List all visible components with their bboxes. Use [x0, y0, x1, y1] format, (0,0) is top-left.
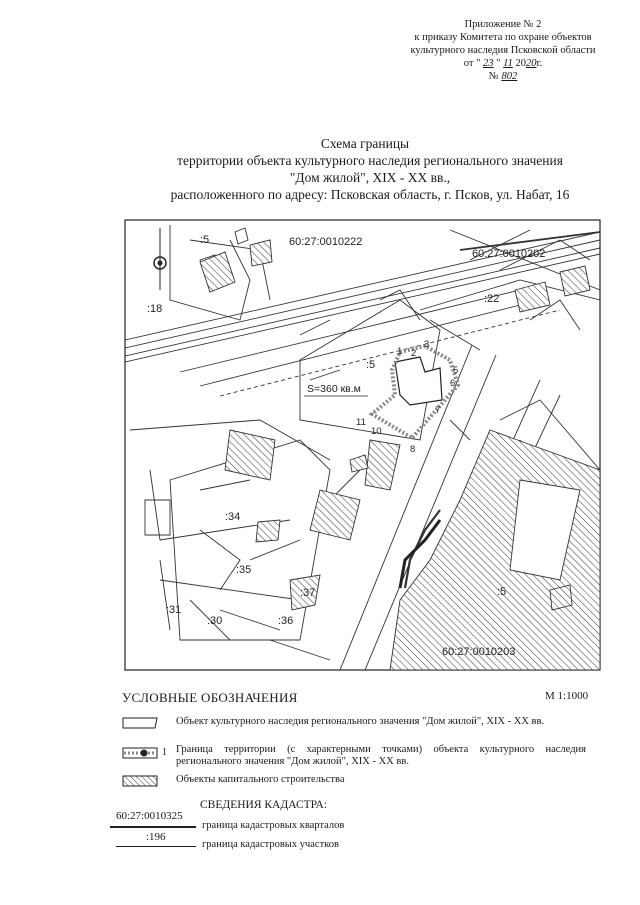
legend-item-boundary: 1 Граница территории (с характерными точками) объекта культурного наследия регионального значения "Дом жилой", XIX - XX вв. — [122, 744, 592, 772]
title-line-2: территории объекта культурного наследия регионального значения — [177, 153, 563, 168]
annex-title: Приложение № 2 — [464, 19, 542, 30]
annex-date: от " 23 " 11 2020г. — [463, 58, 543, 69]
point-label: 5 — [453, 365, 459, 376]
title-line-4: расположенного по адресу: Псковская область, г. Псков, ул. Набат, 16 — [170, 187, 570, 202]
annex-date-day: 23 — [483, 58, 494, 69]
point-label: 11 — [356, 417, 366, 428]
annex-date-year: 20 — [525, 58, 537, 69]
point-label: 3 — [424, 339, 430, 350]
quarter-label-3: 60:27:0010203 — [442, 646, 516, 658]
annex-date-month: 11 — [503, 58, 513, 69]
boundary-point-icon — [122, 746, 158, 760]
parcel-label: :22 — [484, 293, 500, 305]
title-line-1: Схема границы — [320, 136, 410, 151]
annex-number-value: 802 — [501, 71, 518, 82]
cadastre-quarter-sample: 60:27:0010325 — [116, 810, 183, 822]
point-label: 6 — [450, 378, 456, 389]
parcel-label: :36 — [278, 615, 294, 627]
annex-number: № 802 — [488, 71, 518, 82]
heritage-outline-icon — [122, 716, 158, 730]
point-label: 1 — [397, 346, 403, 357]
quarter-line-sample — [110, 826, 196, 828]
parcel-label: :18 — [147, 303, 163, 315]
map-scale: М 1:1000 — [545, 690, 589, 702]
cadastre-parcel-sample: :196 — [146, 831, 166, 843]
cadastre-parcel-desc: граница кадастровых участков — [202, 839, 339, 850]
parcel-label: :30 — [207, 615, 223, 627]
annex-order: к приказу Комитета по охране объектов — [414, 32, 592, 43]
boundary-point-number: 1 — [162, 747, 167, 758]
annex-committee: культурного наследия Псковской области — [410, 45, 596, 56]
parcel-line-sample — [116, 846, 196, 847]
point-label: 2 — [411, 348, 417, 359]
legend-item-buildings: Объекты капитального строительства — [122, 774, 592, 790]
point-label: 10 — [371, 426, 382, 437]
parcel-label: :37 — [300, 587, 316, 599]
quarter-label-1: 60:27:0010222 — [289, 236, 363, 248]
parcel-label: :5 — [200, 234, 210, 246]
parcel-label: :35 — [236, 564, 252, 576]
cadastre-quarter-desc: граница кадастровых кварталов — [202, 820, 345, 831]
hatched-building-icon — [122, 774, 158, 788]
parcel-label: :5 — [366, 359, 376, 371]
parcel-label: :34 — [225, 511, 241, 523]
legend-item-heritage: Объект культурного наследия регионального значения "Дом жилой", XIX - XX вв. — [122, 716, 592, 732]
point-label: 7 — [435, 405, 441, 416]
parcel-label: :31 — [166, 604, 182, 616]
title-line-3: "Дом жилой", XIX - XX вв., — [289, 170, 451, 185]
legend-heading: УСЛОВНЫЕ ОБОЗНАЧЕНИЯ — [122, 690, 298, 705]
parcel-label: :5 — [497, 586, 507, 598]
area-label: S=360 кв.м — [307, 383, 361, 395]
point-label: 8 — [410, 444, 416, 455]
cadastre-heading: СВЕДЕНИЯ КАДАСТРА: — [200, 799, 328, 811]
quarter-label-2: 60:27:0010202 — [472, 248, 546, 260]
